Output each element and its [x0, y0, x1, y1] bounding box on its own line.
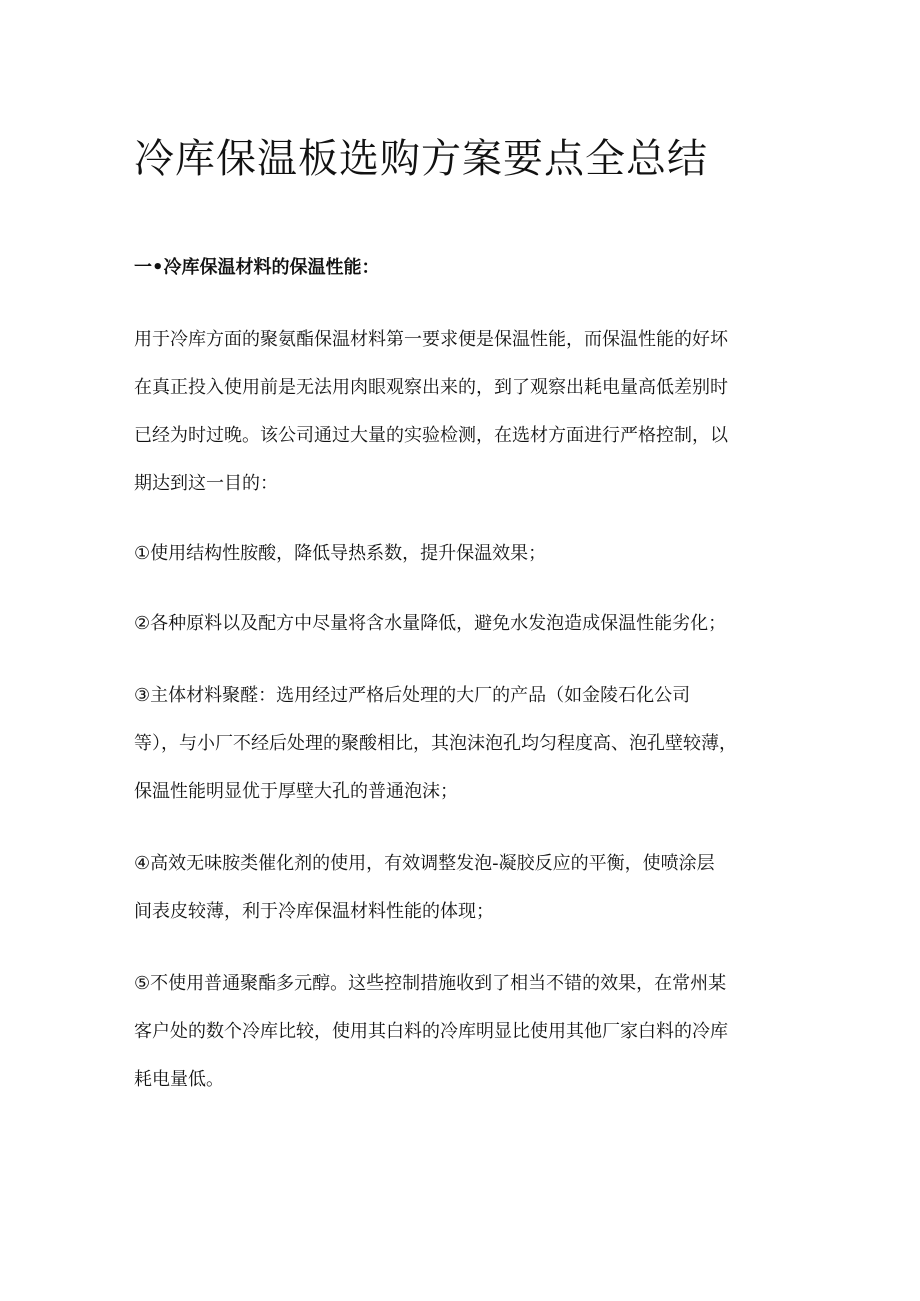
paragraph-line: ③主体材料聚醛：选用经过严格后处理的大厂的产品（如金陵石化公司	[134, 685, 691, 706]
list-item-4	[134, 840, 814, 936]
paragraph-line: ①使用结构性胺酸，降低导热系数，提升保温效果；	[134, 543, 547, 564]
paragraph-line: 期达到这一目的：	[134, 473, 278, 494]
paragraph-line: 客户处的数个冷库比较，使用其白料的冷库明显比使用其他厂家白料的冷库	[134, 1021, 728, 1042]
paragraph-line: ⑤不使用普通聚酯多元醇。这些控制措施收到了相当不错的效果，在常州某	[134, 973, 727, 994]
paragraph-line: ④高效无味胺类催化剂的使用，有效调整发泡-凝胶反应的平衡，使喷涂层	[134, 853, 715, 874]
list-item-1	[134, 530, 814, 578]
paragraph-line: 保温性能明显优于厚壁大孔的普通泡沫；	[134, 781, 458, 802]
paragraph-line: 耗电量低。	[134, 1069, 224, 1090]
document-title: 冷库保温板选购方案要点全总结	[134, 136, 708, 182]
paragraph-line: 等），与小厂不经后处理的聚酸相比，其泡沫泡孔均匀程度高、泡孔壁较薄，	[134, 733, 737, 754]
paragraph-line: 间表皮较薄，利于冷库保温材料性能的体现；	[134, 901, 494, 922]
section-heading: 一•冷库保温材料的保温性能：	[134, 257, 380, 278]
paragraph-intro	[134, 316, 814, 508]
paragraph-line: 用于冷库方面的聚氨酯保温材料第一要求便是保温性能，而保温性能的好坏	[134, 329, 728, 350]
list-item-3	[134, 672, 814, 816]
list-item-5	[134, 960, 814, 1104]
paragraph-line: 在真正投入使用前是无法用肉眼观察出来的，到了观察出耗电量高低差别时	[134, 377, 728, 398]
paragraph-line: ②各种原料以及配方中尽量将含水量降低，避免水发泡造成保温性能劣化；	[134, 613, 727, 634]
paragraph-line: 已经为时过晚。该公司通过大量的实验检测，在选材方面进行严格控制，以	[134, 425, 728, 446]
list-item-2	[134, 600, 814, 648]
